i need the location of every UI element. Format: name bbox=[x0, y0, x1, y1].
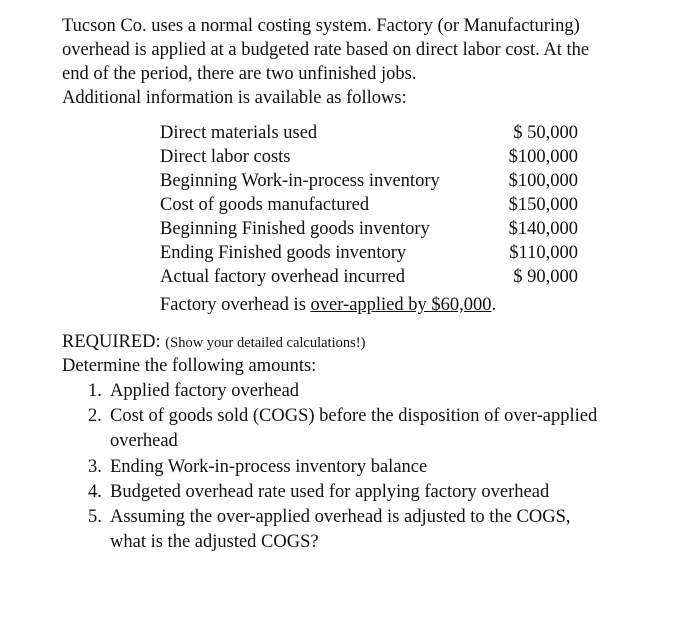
question-text: Budgeted overhead rate used for applying factory overhead bbox=[110, 482, 550, 502]
table-row-label: Direct materials used bbox=[160, 123, 318, 143]
determine-line: Determine the following amounts: bbox=[62, 356, 317, 376]
table-row-value: $ 90,000 bbox=[513, 267, 578, 287]
question-text: Cost of goods sold (COGS) before the disposition of over-applied bbox=[110, 406, 598, 426]
table-row-label: Beginning Work-in-process inventory bbox=[160, 171, 440, 191]
question-number: 5. bbox=[88, 507, 102, 527]
intro-line-3: end of the period, there are two unfinished jobs. bbox=[62, 64, 417, 84]
table-row-label: Actual factory overhead incurred bbox=[160, 267, 405, 287]
table-row-value: $150,000 bbox=[508, 195, 578, 215]
question-text: Assuming the over-applied overhead is adjusted to the COGS, bbox=[110, 507, 571, 527]
table-row-label: Beginning Finished goods inventory bbox=[160, 219, 430, 239]
table-row-value: $100,000 bbox=[508, 147, 578, 167]
required-heading bbox=[62, 330, 365, 355]
intro-line-4: Additional information is available as follows: bbox=[62, 88, 407, 108]
question-number: 1. bbox=[88, 381, 102, 401]
table-row-value: $100,000 bbox=[508, 171, 578, 191]
table-row-value: $110,000 bbox=[509, 243, 578, 263]
question-text: Ending Work-in-process inventory balance bbox=[110, 457, 428, 477]
intro-line-2: overhead is applied at a budgeted rate based on direct labor cost. At the bbox=[62, 40, 590, 60]
table-row-label: Cost of goods manufactured bbox=[160, 195, 370, 215]
intro-line-1: Tucson Co. uses a normal costing system. Factory (or Manufacturing) bbox=[62, 16, 580, 36]
overapplied-statement bbox=[160, 293, 496, 317]
table-row-value: $ 50,000 bbox=[513, 123, 578, 143]
overapplied-suffix: . bbox=[491, 295, 497, 315]
overapplied-prefix: Factory overhead is bbox=[160, 295, 311, 315]
question-text: Applied factory overhead bbox=[110, 381, 300, 401]
table-row-label: Direct labor costs bbox=[160, 147, 291, 167]
table-row-value: $140,000 bbox=[508, 219, 578, 239]
question-number: 2. bbox=[88, 406, 102, 426]
required-note: (Show your detailed calculations!) bbox=[165, 335, 366, 351]
table-row-label: Ending Finished goods inventory bbox=[160, 243, 407, 263]
overapplied-amount: over-applied by $60,000 bbox=[310, 295, 492, 315]
question-number: 3. bbox=[88, 457, 102, 477]
question-number: 4. bbox=[88, 482, 102, 502]
question-text-continued: what is the adjusted COGS? bbox=[110, 532, 319, 552]
question-text-continued: overhead bbox=[110, 431, 178, 451]
required-label: REQUIRED: bbox=[62, 332, 166, 352]
